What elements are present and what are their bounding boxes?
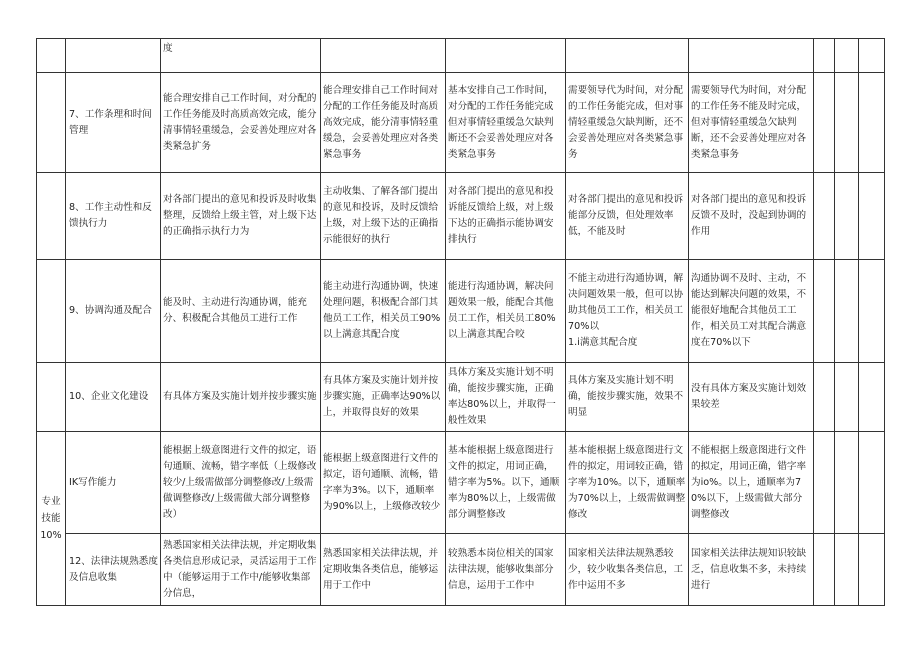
level-3-cell: 较熟悉本岗位相关的国家法律法规，能够收集部分信息，运用于工作中 (446, 534, 566, 606)
level-3-cell: 能进行沟通协调，解决问题效果一般，能配合其他员工工作，相关员工80%以上满意其配合咬 (446, 260, 566, 363)
criterion-cell: 9、协调沟通及配合 (66, 260, 161, 363)
criterion-cell: 12、法律法规熟悉度及信息收集 (66, 534, 161, 606)
level-2-cell (321, 39, 446, 73)
table-row (37, 260, 885, 363)
table-row (37, 73, 885, 173)
level-4-cell: 国家相关法律法规熟悉较少，较少收集各类信息，工作中运用不多 (566, 534, 689, 606)
level-1-cell: 熟悉国家相关法律法规，并定期收集各类信息形成记录，灵活运用于工作中（能够运用于工作中/能够收集部分信息， (161, 534, 321, 606)
category-label-line2: 技能 (41, 513, 61, 524)
level-4-cell: 需要领导代为时间，对分配的工作任务能完成，但对事情轻重缓急欠缺判断，还不会妥善处理应对各类紧急事务 (566, 73, 689, 173)
level-1-cell: 能合理安排自己工作时间，对分配的工作任务能及时高质高效完成，能分清事情轻重缓急，会妥善处理应对各类紧急扩务 (161, 73, 321, 173)
level-2-cell: 能根据上级意图进行文件的拟定，语句通顺、流畅，错字率为3%。以下，通顺率为90%以上，上级修改较少 (321, 432, 446, 534)
table-row (37, 363, 885, 432)
category-cell-blank (37, 363, 66, 432)
category-cell-blank (37, 73, 66, 173)
level-3-cell: 对各部门提出的意见和投诉能反馈给上级，对上级下达的正确指示能协调安排执行 (446, 173, 566, 260)
category-cell-blank (37, 260, 66, 363)
score-cell (859, 363, 885, 432)
level-2-cell: 能主动进行沟通协调，快速处理问题，积极配合部门其他员工工作，相关员工90%以上满意其配合度 (321, 260, 446, 363)
evaluation-table (36, 38, 885, 606)
score-cell (814, 173, 835, 260)
criterion-cell: 8、工作主动性和反馈执行力 (66, 173, 161, 260)
score-cell (859, 173, 885, 260)
score-cell (859, 39, 885, 73)
category-cell-blank (37, 173, 66, 260)
score-cell (859, 534, 885, 606)
level-1-cell: 度 (161, 39, 321, 73)
score-cell (814, 39, 835, 73)
level-5-cell: 沟通协调不及时、主动，不能达到解决问题的效果，不能很好地配合其他员工工作，相关员工对其配合满意度在70%以下 (689, 260, 814, 363)
criterion-cell: 10、企业文化建设 (66, 363, 161, 432)
level-1-cell: 能根据上级意图进行文件的拟定，语句通顺、流畅，错字率低（上级修改较少/上级需做部分调整修改/上级需做调整修改/上级需做大部分调整修改） (161, 432, 321, 534)
score-cell (835, 39, 859, 73)
level-4-cell: 基本能根据上级意图进行文件的拟定，用词较正确，错字率为10%。以下，通顺率为70%以上，上级需做调整修改 (566, 432, 689, 534)
score-cell (859, 432, 885, 534)
category-cell (37, 432, 66, 606)
category-cell-blank (37, 39, 66, 73)
score-cell (835, 260, 859, 363)
level-1-cell: 有具体方案及实施计划并按步骤实施 (161, 363, 321, 432)
table-row (37, 534, 885, 606)
level-2-cell: 熟悉国家相关法律法规，并定期收集各类信息，能够运用于工作中 (321, 534, 446, 606)
table-row (37, 173, 885, 260)
level-2-cell: 能合理安排自己工作时间对分配的工作任务能及时高质高效完成，能分清事情轻重缓急，会妥善处理应对各类紧急事务 (321, 73, 446, 173)
level-3-cell (446, 39, 566, 73)
score-cell (835, 534, 859, 606)
level-3-cell: 基本安排自己工作时间，对分配的工作任务能完成但对事情轻重缓急欠缺判断还不会妥善处理应对各类紧急事务 (446, 73, 566, 173)
level-4-cell: 对各部门提出的意见和投诉能部分反馈，但处理效率低，不能及时 (566, 173, 689, 260)
level-1-cell: 对各部门提出的意见和投诉及时收集整理，反馈给上级主管，对上级下达的正确指示执行力为 (161, 173, 321, 260)
level-2-cell: 主动收集、了解各部门提出的意见和投诉，及时反馈给上级，对上级下达的正确指示能很好的执行 (321, 173, 446, 260)
score-cell (835, 363, 859, 432)
level-5-cell: 国家相关法律法规知识较缺乏，信息收集不多，未持续进行 (689, 534, 814, 606)
level-5-cell (689, 39, 814, 73)
score-cell (814, 363, 835, 432)
level-5-cell: 需要领导代为时间，对分配的工作任务不能及时完成，但对事情轻重缓急欠缺判断，还不会妥善处理应对各类紧急事务 (689, 73, 814, 173)
level-2-cell: 有具体方案及实施计划并按步骤实施，正确率达90%以上，并取得良好的效果 (321, 363, 446, 432)
score-cell (859, 260, 885, 363)
table-row (37, 432, 885, 534)
category-label-line1: 专业 (41, 496, 61, 507)
level-4-cell: 具体方案及实施计划不明确，能按步骤实施，效果不明显 (566, 363, 689, 432)
level-5-cell: 没有具体方案及实施计划效果较差 (689, 363, 814, 432)
level-3-cell: 具体方案及实施计划不明确，能按步骤实施，正确率达80%以上，并取得一般性效果 (446, 363, 566, 432)
table-row (37, 39, 885, 73)
score-cell (835, 73, 859, 173)
level-1-cell: 能及时、主动进行沟通协调，能充分、积极配合其他员工进行工作 (161, 260, 321, 363)
score-cell (814, 73, 835, 173)
level-4-cell: 不能主动进行沟通协调，解决问题效果一般，但可以协助其他员工工作，相关员工70%以 1.i满意其配合度 (566, 260, 689, 363)
level-5-cell: 对各部门提出的意见和投诉反馈不及时，没起到协调的作用 (689, 173, 814, 260)
criterion-cell: 7、工作条理和时间管理 (66, 73, 161, 173)
score-cell (835, 173, 859, 260)
category-weight: 10% (40, 530, 62, 541)
score-cell (814, 432, 835, 534)
criterion-cell: IK写作能力 (66, 432, 161, 534)
score-cell (835, 432, 859, 534)
level-5-cell: 不能根据上级意图进行文件的拟定，用词正确，错字率为io%。以上，通顺率为70%以下，上级需做大部分调整修改 (689, 432, 814, 534)
level-4-cell (566, 39, 689, 73)
score-cell (814, 260, 835, 363)
score-cell (814, 534, 835, 606)
score-cell (859, 73, 885, 173)
criterion-cell (66, 39, 161, 73)
level-3-cell: 基本能根据上级意图进行文件的拟定，用词正确，错字率为5%。以下，通顺率为80%以上，上级需做部分调整修改 (446, 432, 566, 534)
